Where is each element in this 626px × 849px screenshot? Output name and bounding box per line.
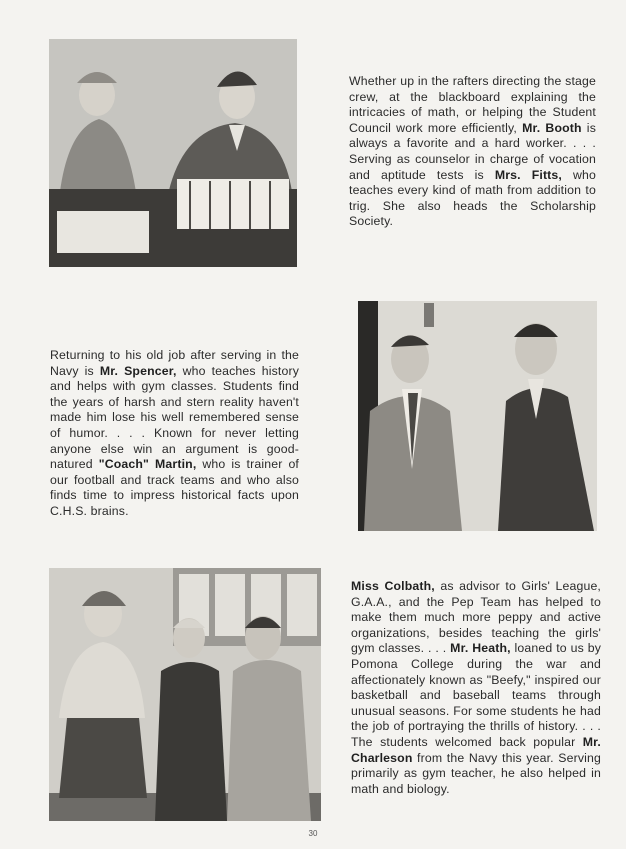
paragraph1-text-1: Whether up in the rafters directing the stage crew, at the blackboard explaining the intricacies of math, or helping the Student Council work more efficiently,: [349, 74, 596, 135]
paragraph-colbath-heath-charleson: [351, 579, 601, 797]
name-mr-heath: Mr. Heath,: [450, 641, 511, 656]
group-three-image: [49, 568, 321, 821]
name-mrs-fitts: Mrs. Fitts,: [494, 167, 562, 182]
paragraph3-text-2: loaned to us by Pomona College during the war and affectionately known as "Beefy," inspired our basketball and baseball teams through unusual seasons. For some students he had the job of portraying the thrills of history. . . . The students welcomed back popular: [351, 641, 601, 749]
paragraph2-text-3: who is trainer of our football and track teams and who also finds time to impress historical facts upon C.H.S. brains.: [50, 457, 299, 518]
paragraph2-text-2: who teaches history and helps with gym classes. Students find the years of harsh and stern reality haven't made him lose his well remembered sense of humor. . . . Known for never letting anyone else win an argument is good-natured: [50, 363, 299, 472]
paragraph-spencer-martin: [50, 348, 299, 520]
paragraph2-text-1: Returning to his old job after serving in the Navy is: [50, 348, 299, 378]
name-coach-martin: "Coach" Martin,: [98, 457, 197, 472]
paragraph1-text-3: who teaches every kind of math from addition to trig. She also heads the Scholarship Society.: [349, 167, 596, 229]
name-mr-spencer: Mr. Spencer,: [99, 363, 177, 378]
photo-outdoor-men: [358, 301, 597, 531]
paragraph3-text-1: as advisor to Girls' League, G.A.A., and the Pep Team has helped to make them much more peppy and active organizations, besides teaching the girls' gym classes. . . .: [351, 579, 601, 656]
paragraph3-text-3: from the Navy this year. Serving primarily as gym teacher, he also helped in math and biology.: [351, 750, 601, 796]
page-number: 30: [308, 829, 318, 838]
teachers-desk-image: [49, 39, 297, 267]
name-miss-colbath: Miss Colbath,: [351, 579, 435, 593]
name-mr-booth: Mr. Booth: [522, 120, 582, 135]
paragraph-booth-fitts: [349, 74, 596, 230]
photo-group-three: [49, 568, 321, 821]
outdoor-men-image: [358, 301, 597, 531]
name-mr-charleson: Mr. Charleson: [351, 734, 601, 765]
photo-teachers-desk: [49, 39, 297, 267]
paragraph1-text-2: is always a favorite and a hard worker. . . . Serving as counselor in charge of vocation and aptitude tests is: [349, 120, 596, 182]
